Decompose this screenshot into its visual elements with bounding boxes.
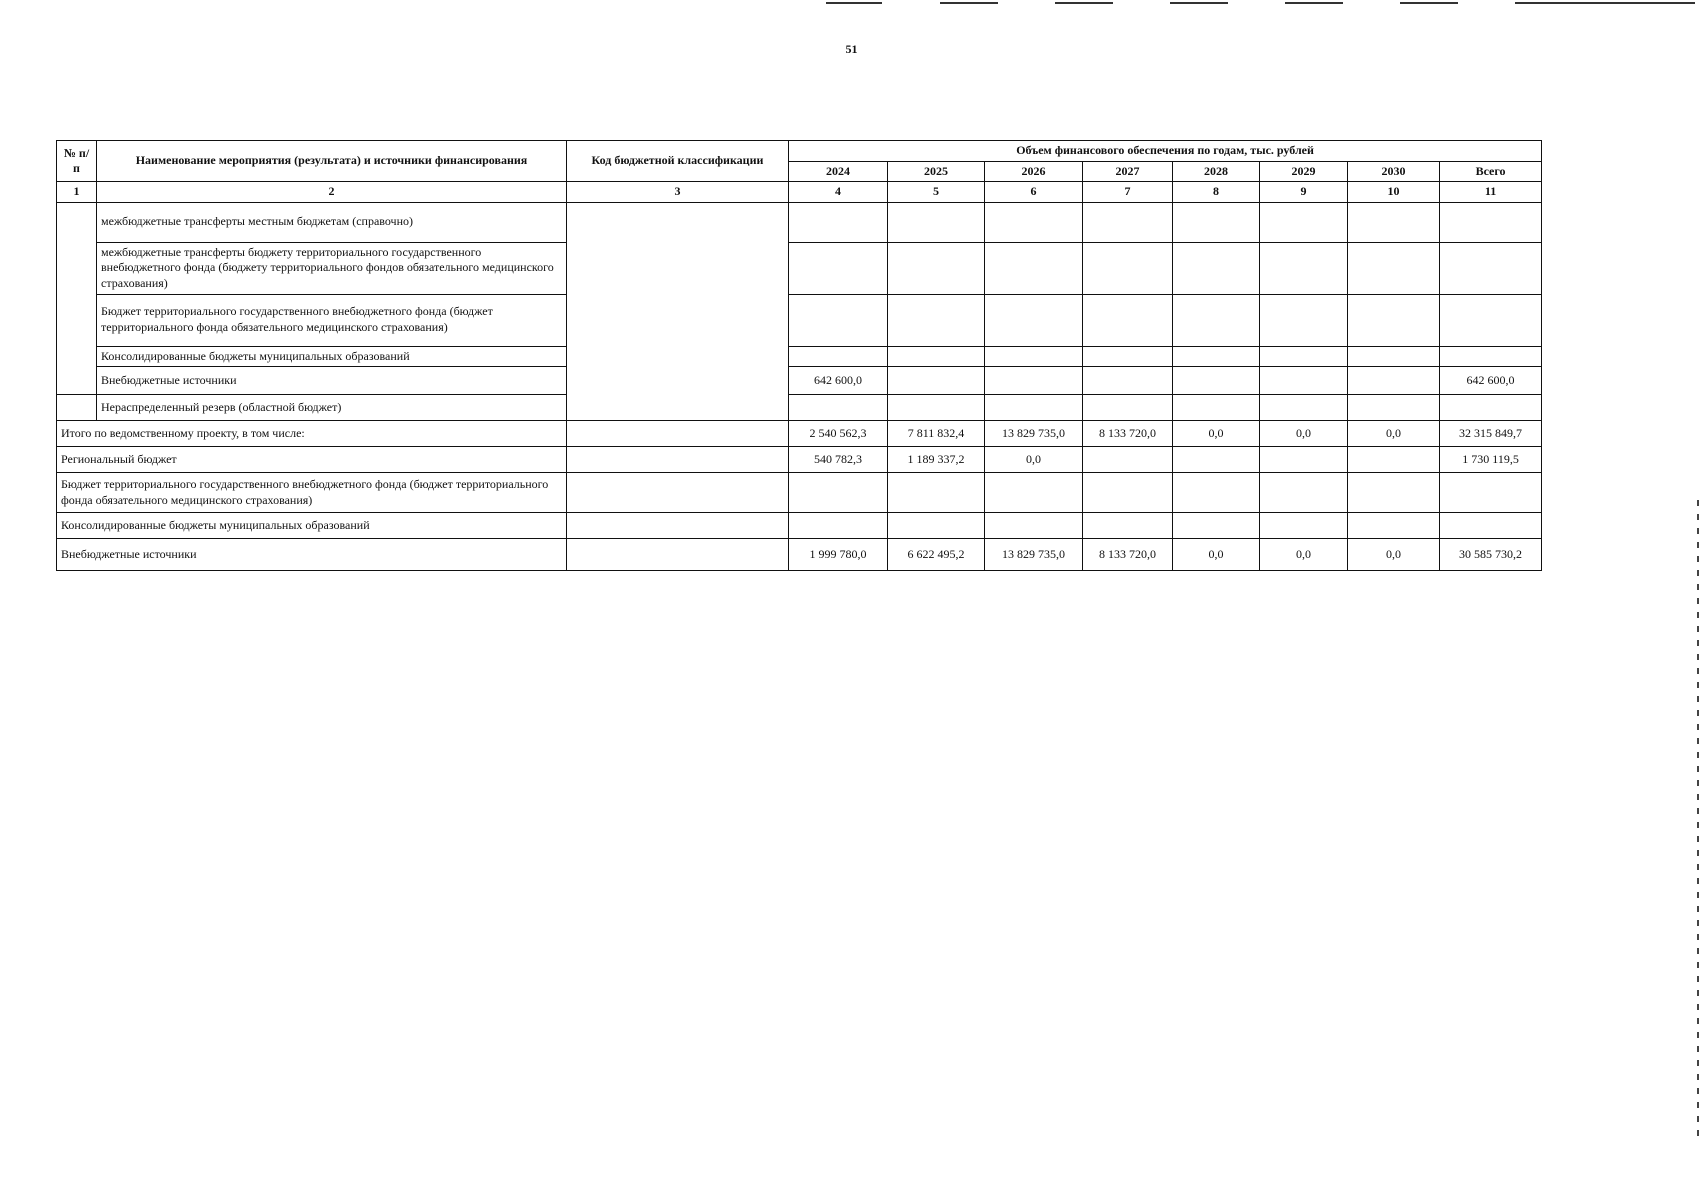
table-row	[57, 513, 1542, 539]
row-name: Консолидированные бюджеты муниципальных образований	[57, 513, 567, 539]
row-value: 0,0	[1348, 539, 1440, 571]
row-value	[789, 202, 888, 242]
colnum: 9	[1260, 182, 1348, 203]
row-value	[888, 473, 985, 513]
row-value	[1348, 447, 1440, 473]
header-num: № п/п	[57, 141, 97, 182]
row-value: 0,0	[1173, 539, 1260, 571]
header-code: Код бюджетной классификации	[567, 141, 789, 182]
header-row	[57, 141, 1542, 162]
row-value: 540 782,3	[789, 447, 888, 473]
scan-top-marks	[0, 0, 1703, 10]
header-colnum-row	[57, 182, 1542, 203]
row-code-cell	[567, 202, 789, 420]
header-year: 2027	[1083, 161, 1173, 182]
row-value	[1440, 473, 1542, 513]
row-value	[1440, 346, 1542, 367]
row-code-cell	[567, 447, 789, 473]
header-volume: Объем финансового обеспечения по годам, тыс. рублей	[789, 141, 1542, 162]
row-value	[1348, 202, 1440, 242]
row-value	[789, 473, 888, 513]
header-year: 2024	[789, 161, 888, 182]
row-value	[1348, 242, 1440, 294]
row-value	[1348, 294, 1440, 346]
row-num-cell	[57, 202, 97, 394]
row-value	[1348, 395, 1440, 421]
row-value	[1173, 202, 1260, 242]
row-value	[1173, 242, 1260, 294]
row-name: Консолидированные бюджеты муниципальных образований	[97, 346, 567, 367]
row-value	[1173, 395, 1260, 421]
header-year: 2025	[888, 161, 985, 182]
colnum: 2	[97, 182, 567, 203]
row-value	[1260, 447, 1348, 473]
row-value	[1083, 242, 1173, 294]
table-row	[57, 395, 1542, 421]
row-value: 7 811 832,4	[888, 421, 985, 447]
row-value: 13 829 735,0	[985, 421, 1083, 447]
row-value	[1173, 367, 1260, 395]
colnum: 7	[1083, 182, 1173, 203]
row-name: Нераспределенный резерв (областной бюджет)	[97, 395, 567, 421]
table-row	[57, 242, 1542, 294]
row-value	[1173, 513, 1260, 539]
row-value: 8 133 720,0	[1083, 421, 1173, 447]
row-value	[1440, 202, 1542, 242]
row-value	[985, 367, 1083, 395]
row-value	[1260, 367, 1348, 395]
colnum: 5	[888, 182, 985, 203]
row-value	[985, 473, 1083, 513]
row-value	[985, 346, 1083, 367]
row-value: 642 600,0	[789, 367, 888, 395]
row-value	[789, 395, 888, 421]
row-name: Итого по ведомственному проекту, в том числе:	[57, 421, 567, 447]
row-value	[1260, 473, 1348, 513]
header-year: 2026	[985, 161, 1083, 182]
row-code-cell	[567, 539, 789, 571]
colnum: 6	[985, 182, 1083, 203]
colnum: 3	[567, 182, 789, 203]
header-total: Всего	[1440, 161, 1542, 182]
row-value	[789, 513, 888, 539]
header-name: Наименование мероприятия (результата) и источники финансирования	[97, 141, 567, 182]
row-code-cell	[567, 513, 789, 539]
row-value	[789, 346, 888, 367]
table-row	[57, 447, 1542, 473]
row-name: Бюджет территориального государственного внебюджетного фонда (бюджет территориального фонда обязательного медицинского страхования)	[97, 294, 567, 346]
row-value	[1083, 473, 1173, 513]
row-value	[1440, 294, 1542, 346]
row-value	[789, 242, 888, 294]
colnum: 10	[1348, 182, 1440, 203]
row-value	[1440, 242, 1542, 294]
row-value	[1173, 346, 1260, 367]
row-value	[1348, 513, 1440, 539]
row-value: 6 622 495,2	[888, 539, 985, 571]
row-value	[789, 294, 888, 346]
row-name: Внебюджетные источники	[97, 367, 567, 395]
row-value	[1260, 242, 1348, 294]
row-value	[1083, 202, 1173, 242]
row-value	[1260, 395, 1348, 421]
page-number: 51	[845, 42, 858, 56]
row-value	[1083, 513, 1173, 539]
row-value	[1173, 447, 1260, 473]
row-name: межбюджетные трансферты бюджету территориального государственного внебюджетного фонда (бюджету территориального фондов обязательного медицинского страхования)	[97, 242, 567, 294]
row-value	[1440, 513, 1542, 539]
row-value	[1260, 202, 1348, 242]
row-value	[1260, 513, 1348, 539]
row-value	[888, 346, 985, 367]
colnum: 11	[1440, 182, 1542, 203]
row-value	[1083, 395, 1173, 421]
table-row-total	[57, 421, 1542, 447]
row-value	[1348, 473, 1440, 513]
table-row	[57, 539, 1542, 571]
table-row	[57, 202, 1542, 242]
row-value: 1 999 780,0	[789, 539, 888, 571]
row-value	[1083, 367, 1173, 395]
row-value	[985, 294, 1083, 346]
row-value	[985, 395, 1083, 421]
table-row	[57, 473, 1542, 513]
row-value	[888, 294, 985, 346]
row-name: межбюджетные трансферты местным бюджетам (справочно)	[97, 202, 567, 242]
row-name: Внебюджетные источники	[57, 539, 567, 571]
row-name: Бюджет территориального государственного внебюджетного фонда (бюджет территориального фонда обязательного медицинского страхования)	[57, 473, 567, 513]
row-value: 8 133 720,0	[1083, 539, 1173, 571]
colnum: 8	[1173, 182, 1260, 203]
row-value	[1173, 473, 1260, 513]
colnum: 4	[789, 182, 888, 203]
row-value: 0,0	[1260, 421, 1348, 447]
header-year: 2030	[1348, 161, 1440, 182]
table-row	[57, 294, 1542, 346]
row-value	[985, 242, 1083, 294]
header-year: 2029	[1260, 161, 1348, 182]
row-value: 642 600,0	[1440, 367, 1542, 395]
row-value: 1 189 337,2	[888, 447, 985, 473]
row-value	[1440, 395, 1542, 421]
row-value: 0,0	[1348, 421, 1440, 447]
row-value: 2 540 562,3	[789, 421, 888, 447]
row-value	[1348, 346, 1440, 367]
row-num-cell	[57, 395, 97, 421]
row-value: 32 315 849,7	[1440, 421, 1542, 447]
row-value: 0,0	[1260, 539, 1348, 571]
row-value	[1348, 367, 1440, 395]
table-row	[57, 346, 1542, 367]
row-value	[1260, 346, 1348, 367]
header-year: 2028	[1173, 161, 1260, 182]
row-value: 0,0	[985, 447, 1083, 473]
row-code-cell	[567, 421, 789, 447]
financing-table	[56, 140, 1542, 571]
row-value: 0,0	[1173, 421, 1260, 447]
row-value	[888, 202, 985, 242]
row-code-cell	[567, 473, 789, 513]
row-value	[888, 367, 985, 395]
row-value	[1083, 447, 1173, 473]
row-value	[1083, 346, 1173, 367]
table-row	[57, 367, 1542, 395]
row-value	[1173, 294, 1260, 346]
row-value: 13 829 735,0	[985, 539, 1083, 571]
row-value	[888, 395, 985, 421]
row-value	[888, 513, 985, 539]
row-value	[1083, 294, 1173, 346]
row-value	[1260, 294, 1348, 346]
row-value	[985, 202, 1083, 242]
colnum: 1	[57, 182, 97, 203]
row-name: Региональный бюджет	[57, 447, 567, 473]
row-value	[888, 242, 985, 294]
row-value: 30 585 730,2	[1440, 539, 1542, 571]
scan-edge-artifact	[1697, 500, 1699, 1140]
row-value: 1 730 119,5	[1440, 447, 1542, 473]
row-value	[985, 513, 1083, 539]
